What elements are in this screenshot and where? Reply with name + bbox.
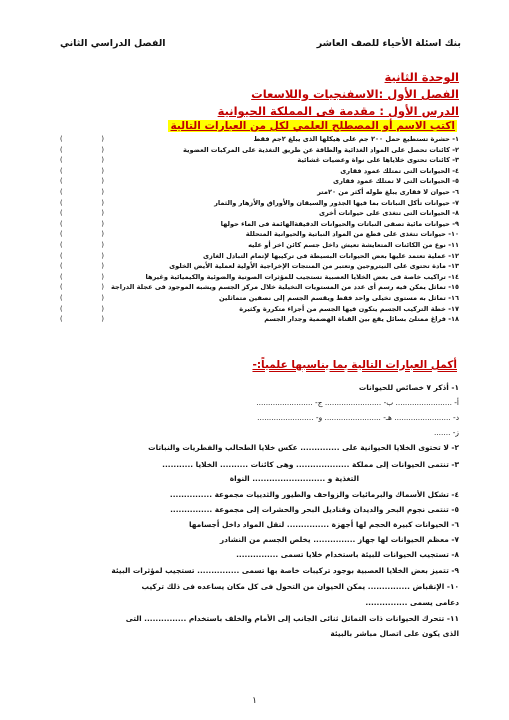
question-row bbox=[60, 166, 459, 177]
answer-blank[interactable] bbox=[60, 272, 104, 283]
completion-item: أ- ........................ ب- ........................ ج- ........................ bbox=[256, 398, 459, 407]
paren-open: ( bbox=[60, 187, 63, 196]
answer-blank[interactable] bbox=[60, 187, 104, 198]
completion-item: ٤- تشكل الأسماك والبرمائيات والزواحف والطيور والثدييات مجموعة ............... bbox=[169, 490, 459, 499]
question-row bbox=[60, 176, 459, 187]
question-text: ٢- كائنات تحصل على المواد الغذائية والطاقة عن طريق التغذية على المركبات العضوية bbox=[183, 145, 459, 154]
paren-open: ( bbox=[60, 262, 63, 271]
term-label: الفصل الدراسي الثاني bbox=[60, 38, 166, 49]
paren-open: ( bbox=[60, 177, 63, 186]
question-row bbox=[60, 187, 459, 198]
question-text: ٤- الحيوانات التى تمتلك عمود فقارى bbox=[340, 166, 459, 175]
paren-open: ( bbox=[60, 219, 63, 228]
paren-close: ) bbox=[101, 251, 104, 260]
paren-open: ( bbox=[60, 283, 63, 292]
paren-close: ) bbox=[101, 209, 104, 218]
answer-blank[interactable] bbox=[60, 293, 104, 304]
question-text: ١٧- خطة التركيب الجسم يتكون فيها الجسم من أجزاء متكررة وكثيرة bbox=[239, 304, 459, 313]
paren-open: ( bbox=[60, 156, 63, 165]
question-row bbox=[60, 198, 459, 209]
completion-item: د- ........................ هـ- ........................ و- ........................ bbox=[257, 413, 459, 422]
question-text: ٩- حيوانات مائية تصفى النباتات والحيوانات الدقيقةالهائمة فى الماء حولها bbox=[220, 219, 459, 228]
paren-close: ) bbox=[101, 272, 104, 281]
completion-item: دعامى يسمى ............... bbox=[365, 598, 459, 607]
paren-close: ) bbox=[101, 262, 104, 271]
question-text: ١٠- حيوانات تتغذى على قطع من المواد النباتية والحيوانية المتحللة bbox=[245, 230, 459, 239]
question-row bbox=[60, 314, 459, 325]
unit-heading: الوحدة الثانية bbox=[384, 70, 459, 84]
completion-item: ١٠- الإنقباض ............... يمكن الحيوان من التحول فى كل مكان يساعده فى ذلك تركيب bbox=[141, 582, 459, 591]
paren-close: ) bbox=[101, 145, 104, 154]
paren-close: ) bbox=[101, 304, 104, 313]
paren-close: ) bbox=[101, 315, 104, 324]
paren-open: ( bbox=[60, 209, 63, 218]
question-row bbox=[60, 261, 459, 272]
question-row bbox=[60, 219, 459, 230]
paren-open: ( bbox=[60, 230, 63, 239]
paren-close: ) bbox=[101, 187, 104, 196]
question-row bbox=[60, 134, 459, 145]
question-text: ١٥- تماثل يمكن فيه رسم أى عدد من المستويات التخيلية خلال مركز الجسم ويشبه الموجود فى عجلة الدراجة bbox=[110, 283, 459, 292]
answer-blank[interactable] bbox=[60, 176, 104, 187]
question-row bbox=[60, 155, 459, 166]
paren-open: ( bbox=[60, 145, 63, 154]
paren-open: ( bbox=[60, 240, 63, 249]
completion-item: التغذية و .......................... النواة bbox=[229, 474, 359, 483]
question-text: ٧- حيوانات تأكل النباتات بما فيها الجذور والسيقان والأوراق والأزهار والثمار bbox=[214, 198, 459, 207]
paren-open: ( bbox=[60, 198, 63, 207]
question-row bbox=[60, 229, 459, 240]
instruction-complete: أكمل العبارات التالية بما يناسبها علمياً:- bbox=[252, 359, 457, 371]
question-text: ٨- الحيوانات التى تتغذى على حيوانات أخرى bbox=[319, 209, 459, 218]
paren-close: ) bbox=[101, 230, 104, 239]
paren-open: ( bbox=[60, 272, 63, 281]
answer-blank[interactable] bbox=[60, 251, 104, 262]
question-row bbox=[60, 293, 459, 304]
completion-item: الذى يكون على اتصال مباشر بالبيئة bbox=[330, 629, 459, 638]
paren-close: ) bbox=[101, 283, 104, 292]
question-text: ١٣- مادة تحتوى على النيتروجين وتعتبر من المنتجات الإخراجية الأولية لعملية الأيض الخلوى bbox=[169, 262, 459, 271]
question-row bbox=[60, 208, 459, 219]
completion-item: ٧- معظم الحيوانات لها جهاز ............... يخلص الجسم من النشادر bbox=[219, 535, 459, 544]
chapter-heading: الفصل الأول :الاسفنجيات واللاسعات bbox=[251, 87, 459, 101]
question-text: ٦- حيوان لا فقارى يبلغ طوله أكثر من ٢٠متر bbox=[317, 187, 459, 196]
answer-blank[interactable] bbox=[60, 155, 104, 166]
question-row bbox=[60, 251, 459, 262]
paren-close: ) bbox=[101, 156, 104, 165]
question-text: ١٦- تماثل به مستوى تخيلى واحد فقط ويقسم الجسم إلى نصفين متماثلين bbox=[218, 293, 459, 302]
paren-close: ) bbox=[101, 166, 104, 175]
paren-close: ) bbox=[101, 135, 104, 143]
paren-close: ) bbox=[101, 219, 104, 228]
paren-open: ( bbox=[60, 135, 63, 143]
paren-open: ( bbox=[60, 304, 63, 313]
lesson-heading: الدرس الأول : مقدمة فى المملكة الحيوانية bbox=[217, 104, 459, 118]
answer-blank[interactable] bbox=[60, 304, 104, 315]
answer-blank[interactable] bbox=[60, 145, 104, 156]
question-text: ١٨- فراغ ممتلئ بسائل يقع بين القناة الهضمية وجدار الجسم bbox=[264, 315, 459, 324]
completion-item: ٥- تنتمى نجوم البحر والديدان وقناديل البحر والحشرات إلى مجموعة ............... bbox=[170, 505, 459, 514]
completion-item: ١- أذكر ٧ خصائص للحيوانات bbox=[358, 383, 459, 392]
page-number: ١ bbox=[252, 696, 257, 706]
paren-open: ( bbox=[60, 251, 63, 260]
paren-close: ) bbox=[101, 177, 104, 186]
paren-close: ) bbox=[101, 293, 104, 302]
question-row bbox=[60, 240, 459, 251]
completion-item: ز- ....... bbox=[433, 428, 459, 437]
answer-blank[interactable] bbox=[60, 282, 104, 293]
question-text: ١١- نوع من الكائنات المتعايشة تعيش داخل جسم كائن اخر أو عليه bbox=[248, 240, 459, 249]
question-text: ٥- الحيوانات التى لا تمتلك عمود فقارى bbox=[333, 177, 459, 186]
page-header bbox=[60, 38, 461, 49]
question-row bbox=[60, 304, 459, 315]
question-text: ١٤- تراكيب خاصة فى بعض الخلايا العصبية تستجيب للمؤثرات الصوتية والضوئية والكيميائية وغيرها bbox=[145, 272, 459, 281]
completion-item: ٩- تتميز بعض الخلايا العصبية بوجود تركيبات خاصة بها تسمى ............... تستجيب لمؤثرات البيئة bbox=[111, 566, 459, 575]
question-row bbox=[60, 145, 459, 156]
completion-item: ٣- تنتمى الحيوانات إلى مملكة ................... وهى كائنات .......... الخلايا ........... bbox=[162, 460, 459, 469]
completion-item: ٦- الحيوانات كبيرة الحجم لها أجهزة ............... لنقل المواد داخل أجسامها bbox=[189, 520, 459, 529]
answer-blank[interactable] bbox=[60, 240, 104, 251]
answer-blank[interactable] bbox=[60, 166, 104, 177]
question-text: ١- حشرة تستطيع حمل ٢٠٠ جم على هيكلها الذى يبلغ ٢جم فقط bbox=[253, 135, 459, 143]
completion-item: ١١- تتحرك الحيوانات ذات التماثل ثنائى الجانب إلى الأمام والخلف باستخدام ............... التى bbox=[125, 614, 459, 623]
paren-open: ( bbox=[60, 293, 63, 302]
question-row bbox=[60, 282, 459, 293]
answer-blank[interactable] bbox=[60, 198, 104, 209]
question-text: ١٢- عملية تعتمد عليها بعض الحيوانات البسيطة فى تركيبها لإتمام التبادل الغازى bbox=[203, 251, 459, 260]
answer-blank[interactable] bbox=[60, 314, 104, 325]
worksheet-title: بنك اسئلة الأحياء للصف العاشر bbox=[316, 38, 461, 49]
paren-open: ( bbox=[60, 166, 63, 175]
answer-blank[interactable] bbox=[60, 261, 104, 272]
paren-close: ) bbox=[101, 198, 104, 207]
answer-blank[interactable] bbox=[60, 229, 104, 240]
question-text: ٣- كائنات تحتوى خلاياها على نواة وعضيات غشائية bbox=[297, 156, 459, 165]
answer-blank[interactable] bbox=[60, 208, 104, 219]
answer-blank[interactable] bbox=[60, 134, 104, 145]
paren-close: ) bbox=[101, 240, 104, 249]
completion-item: ٢- لا تحتوى الخلايا الحيوانية على .............. عكس خلايا الطحالب والفطريات والنباتات bbox=[148, 443, 459, 452]
question-list bbox=[60, 134, 459, 325]
answer-blank[interactable] bbox=[60, 219, 104, 230]
question-row bbox=[60, 272, 459, 283]
paren-open: ( bbox=[60, 315, 63, 324]
completion-item: ٨- تستجيب الحيوانات للبيئة باستخدام خلايا تسمى ............... bbox=[236, 550, 459, 559]
instruction-terms: اكتب الاسم أو المصطلح العلمي لكل من العبارات التالية bbox=[170, 120, 455, 132]
